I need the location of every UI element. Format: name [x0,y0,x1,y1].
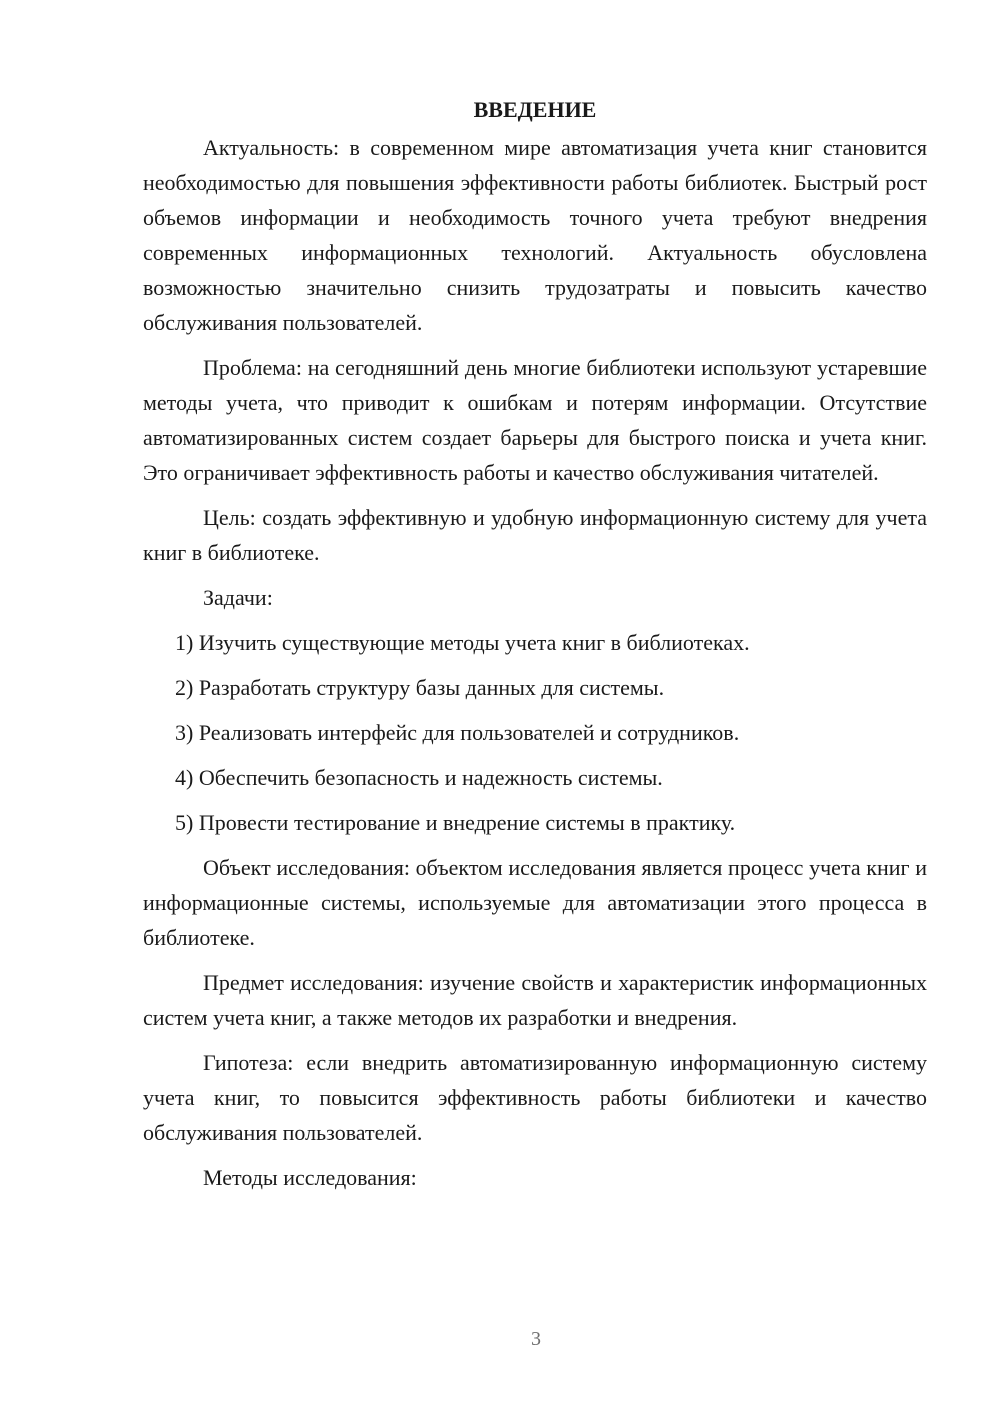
list-item: 3) Реализовать интерфейс для пользователей и сотрудников. [175,720,740,745]
section-title: ВВЕДЕНИЕ [473,97,597,122]
page-number: 3 [531,1328,541,1350]
list-item: 1) Изучить существующие методы учета книг в библиотеках. [175,630,750,655]
methods-heading: Методы исследования: [203,1165,417,1190]
paragraph-subject: Предмет исследования: изучение свойств и характеристик информационных систем учета книг, а также методов их разработки и внедрения. [143,970,927,1030]
page-content [143,92,927,1205]
list-item: 5) Провести тестирование и внедрение системы в практику. [175,810,736,835]
list-item: 4) Обеспечить безопасность и надежность системы. [175,765,663,790]
tasks-heading: Задачи: [203,585,273,610]
list-item: 2) Разработать структуру базы данных для системы. [175,675,665,700]
paragraph-goal: Цель: создать эффективную и удобную информационную систему для учета книг в библиотеке. [143,505,927,565]
paragraph-hypothesis: Гипотеза: если внедрить автоматизированную информационную систему учета книг, то повысится эффективность работы библиотеки и качество обслуживания пользователей. [143,1050,927,1145]
tasks-list [143,625,927,840]
paragraph-object: Объект исследования: объектом исследования является процесс учета книг и информационные системы, используемые для автоматизации этого процесса в библиотеке. [143,855,927,950]
paragraph-relevance: Актуальность: в современном мире автоматизация учета книг становится необходимостью для повышения эффективности работы библиотек. Быстрый рост объемов информации и необходимость точного учета требуют внедрения современных информационных технологий. Актуальность обусловлена возможностью значительно снизить трудозатраты и повысить качество обслуживания пользователей. [143,135,927,335]
paragraph-problem: Проблема: на сегодняшний день многие библиотеки используют устаревшие методы учета, что приводит к ошибкам и потерям информации. Отсутствие автоматизированных систем создает барьеры для быстрого поиска и учета книг. Это ограничивает эффективность работы и качество обслуживания читателей. [143,355,927,485]
